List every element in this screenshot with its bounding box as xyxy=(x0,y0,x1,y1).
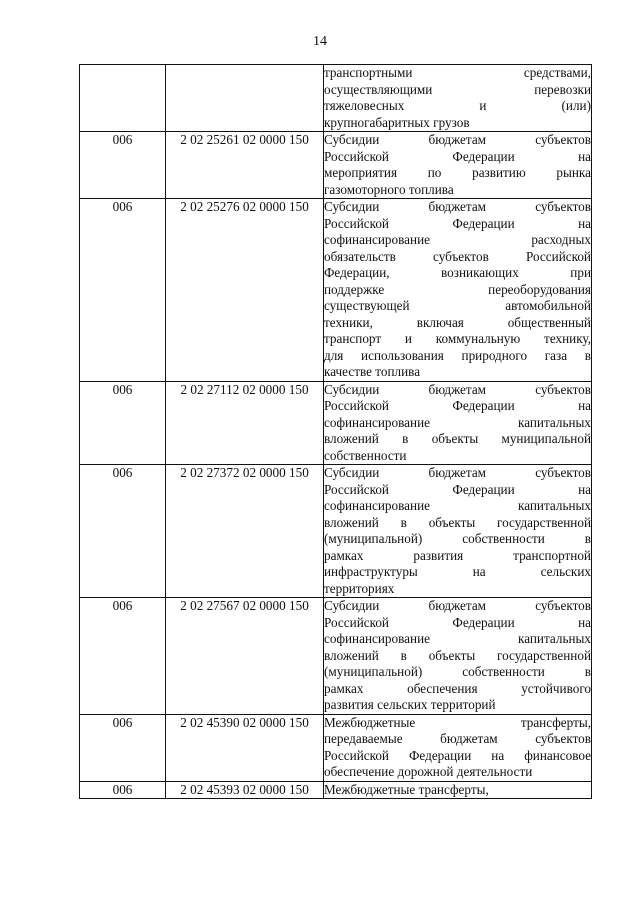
revenue-name-line: существующей автомобильной xyxy=(324,298,591,313)
revenue-name-line: Федерации, возникающих при xyxy=(324,265,591,280)
revenue-name-line: Российской Федерации на xyxy=(324,398,591,413)
revenue-name-line: софинансирование капитальных xyxy=(324,498,591,513)
table-row xyxy=(80,714,592,781)
revenue-name-line: поддержке переоборудования xyxy=(324,281,591,297)
revenue-name-line: софинансирование капитальных xyxy=(324,631,591,646)
revenue-name-line: собственности xyxy=(324,447,407,463)
budget-classification-code-cell: 2 02 25276 02 0000 150 xyxy=(166,199,324,382)
table-row xyxy=(80,465,592,598)
admin-code-cell: 006 xyxy=(80,781,166,799)
revenue-name-line: Российской Федерации на финансовое xyxy=(324,747,591,763)
revenue-name-line: Субсидии бюджетам субъектов xyxy=(324,381,591,397)
revenue-name-line: развития сельских территорий xyxy=(324,697,496,712)
revenue-name-line: тяжеловесных и (или) xyxy=(324,98,591,113)
revenue-name-line: обеспечение дорожной деятельности xyxy=(324,764,533,779)
revenue-name-line: Межбюджетные трансферты, xyxy=(324,781,489,797)
admin-code-cell: 006 xyxy=(80,598,166,715)
table-row xyxy=(80,381,592,465)
revenue-name-line: Межбюджетные трансферты, xyxy=(324,714,591,730)
table-row xyxy=(80,132,592,199)
revenue-name-line: техники, включая общественный xyxy=(324,314,591,330)
revenue-name-cell xyxy=(324,598,592,715)
revenue-name-line: вложений в объекты государственной xyxy=(324,647,591,663)
revenue-name-line: обязательств субъектов Российской xyxy=(324,248,591,264)
budget-codes-table xyxy=(79,64,592,799)
revenue-name-line: транспорт и коммунальную технику, xyxy=(324,331,591,346)
revenue-name-line: газомоторного топлива xyxy=(324,181,454,197)
revenue-name-line: передаваемые бюджетам субъектов xyxy=(324,731,591,746)
revenue-name-cell xyxy=(324,132,592,199)
revenue-name-line: территориях xyxy=(324,580,395,596)
budget-classification-code-cell: 2 02 45393 02 0000 150 xyxy=(166,781,324,799)
revenue-name-line: (муниципальной) собственности в xyxy=(324,664,591,679)
table-row xyxy=(80,781,592,799)
revenue-name-cell xyxy=(324,199,592,382)
revenue-name-line: Российской Федерации на xyxy=(324,481,591,497)
revenue-name-cell xyxy=(324,781,592,799)
revenue-name-line: инфраструктуры на сельских xyxy=(324,564,591,579)
table-row xyxy=(80,65,592,132)
revenue-name-line: вложений в объекты государственной xyxy=(324,514,591,530)
table-row xyxy=(80,199,592,382)
revenue-name-cell xyxy=(324,714,592,781)
revenue-name-line: вложений в объекты муниципальной xyxy=(324,431,591,446)
admin-code-cell xyxy=(80,65,166,132)
revenue-name-line: Российской Федерации на xyxy=(324,215,591,231)
revenue-name-line: мероприятия по развитию рынка xyxy=(324,165,591,180)
table-row xyxy=(80,598,592,715)
budget-classification-code-cell: 2 02 27567 02 0000 150 xyxy=(166,598,324,715)
revenue-name-line: рамках развития транспортной xyxy=(324,547,591,563)
budget-classification-code-cell: 2 02 27372 02 0000 150 xyxy=(166,465,324,598)
revenue-name-line: Субсидии бюджетам субъектов xyxy=(324,199,591,214)
revenue-name-line: Субсидии бюджетам субъектов xyxy=(324,598,591,613)
revenue-name-cell xyxy=(324,465,592,598)
admin-code-cell: 006 xyxy=(80,132,166,199)
budget-classification-code-cell: 2 02 27112 02 0000 150 xyxy=(166,381,324,465)
table-body xyxy=(80,65,592,799)
page-number: 14 xyxy=(313,34,327,49)
admin-code-cell: 006 xyxy=(80,465,166,598)
revenue-name-line: Субсидии бюджетам субъектов xyxy=(324,132,591,147)
revenue-name-line: (муниципальной) собственности в xyxy=(324,531,591,546)
revenue-name-line: Субсидии бюджетам субъектов xyxy=(324,465,591,480)
revenue-name-line: крупногабаритных грузов xyxy=(324,114,470,130)
admin-code-cell: 006 xyxy=(80,714,166,781)
revenue-name-line: Российской Федерации на xyxy=(324,148,591,164)
budget-classification-code-cell: 2 02 45390 02 0000 150 xyxy=(166,714,324,781)
revenue-name-cell xyxy=(324,381,592,465)
revenue-name-line: рамках обеспечения устойчивого xyxy=(324,680,591,696)
admin-code-cell: 006 xyxy=(80,381,166,465)
revenue-name-line: софинансирование капитальных xyxy=(324,414,591,430)
revenue-name-line: качестве топлива xyxy=(324,364,421,379)
budget-classification-code-cell: 2 02 25261 02 0000 150 xyxy=(166,132,324,199)
revenue-name-line: транспортными средствами, xyxy=(324,65,591,80)
revenue-name-line: осуществляющими перевозки xyxy=(324,81,591,97)
revenue-name-line: софинансирование расходных xyxy=(324,232,591,247)
admin-code-cell: 006 xyxy=(80,199,166,382)
revenue-name-cell xyxy=(324,65,592,132)
budget-classification-code-cell xyxy=(166,65,324,132)
revenue-name-line: Российской Федерации на xyxy=(324,614,591,630)
revenue-name-line: для использования природного газа в xyxy=(324,347,591,363)
